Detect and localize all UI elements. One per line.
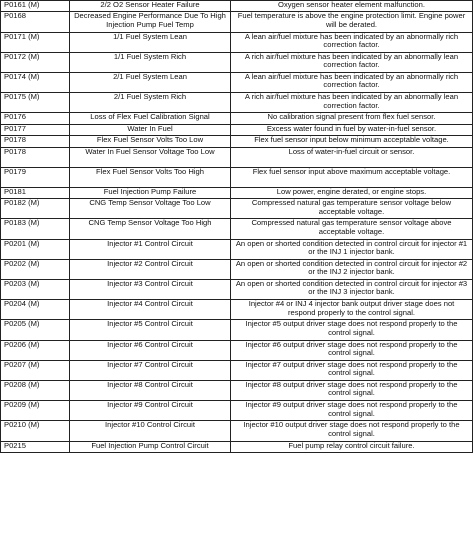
fault-condition-cell: Injector #7 output driver stage does not respond properly to the control signal. [231,360,473,380]
fault-description-cell: Injector #7 Control Circuit [70,360,231,380]
fault-description-cell: 2/1 Fuel System Lean [70,72,231,92]
table-row [1,340,473,360]
fault-description-cell: Injector #4 Control Circuit [70,300,231,320]
table-row [1,12,473,32]
fault-condition-cell: A rich air/fuel mixture has been indicated by an abnormally lean correction factor. [231,52,473,72]
table-row [1,441,473,452]
table-row [1,421,473,441]
table-row [1,124,473,135]
fault-description-cell: Injector #2 Control Circuit [70,259,231,279]
fault-description-cell: 2/2 O2 Sensor Heater Failure [70,1,231,12]
fault-description-cell: Injector #3 Control Circuit [70,280,231,300]
table-row [1,167,473,187]
table-row [1,199,473,219]
fault-code-cell: P0181 [1,187,70,198]
fault-description-cell: Injector #6 Control Circuit [70,340,231,360]
table-row [1,360,473,380]
fault-condition-cell: Injector #9 output driver stage does not respond properly to the control signal. [231,401,473,421]
fault-condition-cell: Low power, engine derated, or engine stops. [231,187,473,198]
fault-description-cell: Decreased Engine Performance Due To High Injection Pump Fuel Temp [70,12,231,32]
fault-code-cell: P0201 (M) [1,239,70,259]
fault-code-cell: P0206 (M) [1,340,70,360]
fault-code-cell: P0172 (M) [1,52,70,72]
fault-code-cell: P0178 [1,147,70,167]
fault-code-cell: P0171 (M) [1,32,70,52]
fault-description-cell: Injector #1 Control Circuit [70,239,231,259]
fault-code-cell: P0215 [1,441,70,452]
fault-description-cell: Water In Fuel Sensor Voltage Too Low [70,147,231,167]
fault-condition-cell: No calibration signal present from flex fuel sensor. [231,113,473,124]
fault-code-cell: P0175 (M) [1,93,70,113]
table-row [1,136,473,147]
fault-condition-cell: A rich air/fuel mixture has been indicated by an abnormally lean correction factor. [231,93,473,113]
fault-condition-cell: Excess water found in fuel by water-in-fuel sensor. [231,124,473,135]
fault-description-cell: Injector #8 Control Circuit [70,380,231,400]
fault-code-cell: P0210 (M) [1,421,70,441]
fault-description-cell: Injector #10 Control Circuit [70,421,231,441]
fault-description-cell: 1/1 Fuel System Rich [70,52,231,72]
fault-code-cell: P0204 (M) [1,300,70,320]
fault-code-cell: P0209 (M) [1,401,70,421]
fault-condition-cell: A lean air/fuel mixture has been indicated by an abnormally rich correction factor. [231,72,473,92]
fault-condition-cell: Injector #10 output driver stage does not respond properly to the control signal. [231,421,473,441]
fault-description-cell: Fuel Injection Pump Control Circuit [70,441,231,452]
fault-code-cell: P0203 (M) [1,280,70,300]
fault-description-cell: CNG Temp Sensor Voltage Too High [70,219,231,239]
fault-description-cell: Loss of Flex Fuel Calibration Signal [70,113,231,124]
fault-code-cell: P0176 [1,113,70,124]
fault-code-cell: P0174 (M) [1,72,70,92]
fault-condition-cell: Injector #4 or INJ 4 injector bank output driver stage does not respond properly to the control signal. [231,300,473,320]
fault-description-cell: CNG Temp Sensor Voltage Too Low [70,199,231,219]
fault-condition-cell: Fuel temperature is above the engine protection limit. Engine power will be derated. [231,12,473,32]
fault-description-cell: Flex Fuel Sensor Volts Too High [70,167,231,187]
fault-condition-cell: Injector #5 output driver stage does not respond properly to the control signal. [231,320,473,340]
fault-description-cell: Flex Fuel Sensor Volts Too Low [70,136,231,147]
fault-condition-cell: Loss of water-in-fuel circuit or sensor. [231,147,473,167]
fault-condition-cell: An open or shorted condition detected in control circuit for injector #3 or the INJ 3 injector bank. [231,280,473,300]
table-row [1,280,473,300]
fault-code-cell: P0207 (M) [1,360,70,380]
fault-condition-cell: Injector #8 output driver stage does not respond properly to the control signal. [231,380,473,400]
fault-condition-cell: A lean air/fuel mixture has been indicated by an abnormally rich correction factor. [231,32,473,52]
fault-condition-cell: Compressed natural gas temperature sensor voltage below acceptable voltage. [231,199,473,219]
fault-code-cell: P0161 (M) [1,1,70,12]
fault-code-cell: P0179 [1,167,70,187]
table-row [1,1,473,12]
fault-description-cell: Water In Fuel [70,124,231,135]
table-row [1,187,473,198]
fault-code-table-body [1,1,473,453]
fault-condition-cell: Fuel pump relay control circuit failure. [231,441,473,452]
table-row [1,113,473,124]
table-row [1,320,473,340]
table-row [1,219,473,239]
fault-code-cell: P0183 (M) [1,219,70,239]
fault-code-cell: P0168 [1,12,70,32]
fault-condition-cell: Oxygen sensor heater element malfunction. [231,1,473,12]
fault-code-cell: P0202 (M) [1,259,70,279]
table-row [1,401,473,421]
fault-description-cell: Injector #9 Control Circuit [70,401,231,421]
fault-condition-cell: An open or shorted condition detected in control circuit for injector #1 or the INJ 1 injector bank. [231,239,473,259]
fault-condition-cell: Flex fuel sensor input below minimum acceptable voltage. [231,136,473,147]
table-row [1,239,473,259]
table-row [1,32,473,52]
fault-code-cell: P0205 (M) [1,320,70,340]
fault-description-cell: Injector #5 Control Circuit [70,320,231,340]
fault-condition-cell: Flex fuel sensor input above maximum acceptable voltage. [231,167,473,187]
fault-code-cell: P0208 (M) [1,380,70,400]
fault-code-cell: P0182 (M) [1,199,70,219]
table-row [1,380,473,400]
fault-description-cell: 1/1 Fuel System Lean [70,32,231,52]
fault-condition-cell: Compressed natural gas temperature sensor voltage above acceptable voltage. [231,219,473,239]
table-row [1,52,473,72]
fault-description-cell: Fuel Injection Pump Failure [70,187,231,198]
table-row [1,72,473,92]
table-row [1,93,473,113]
table-row [1,259,473,279]
fault-code-cell: P0178 [1,136,70,147]
fault-condition-cell: An open or shorted condition detected in control circuit for injector #2 or the INJ 2 injector bank. [231,259,473,279]
fault-condition-cell: Injector #6 output driver stage does not respond properly to the control signal. [231,340,473,360]
fault-description-cell: 2/1 Fuel System Rich [70,93,231,113]
table-row [1,300,473,320]
table-row [1,147,473,167]
fault-code-cell: P0177 [1,124,70,135]
